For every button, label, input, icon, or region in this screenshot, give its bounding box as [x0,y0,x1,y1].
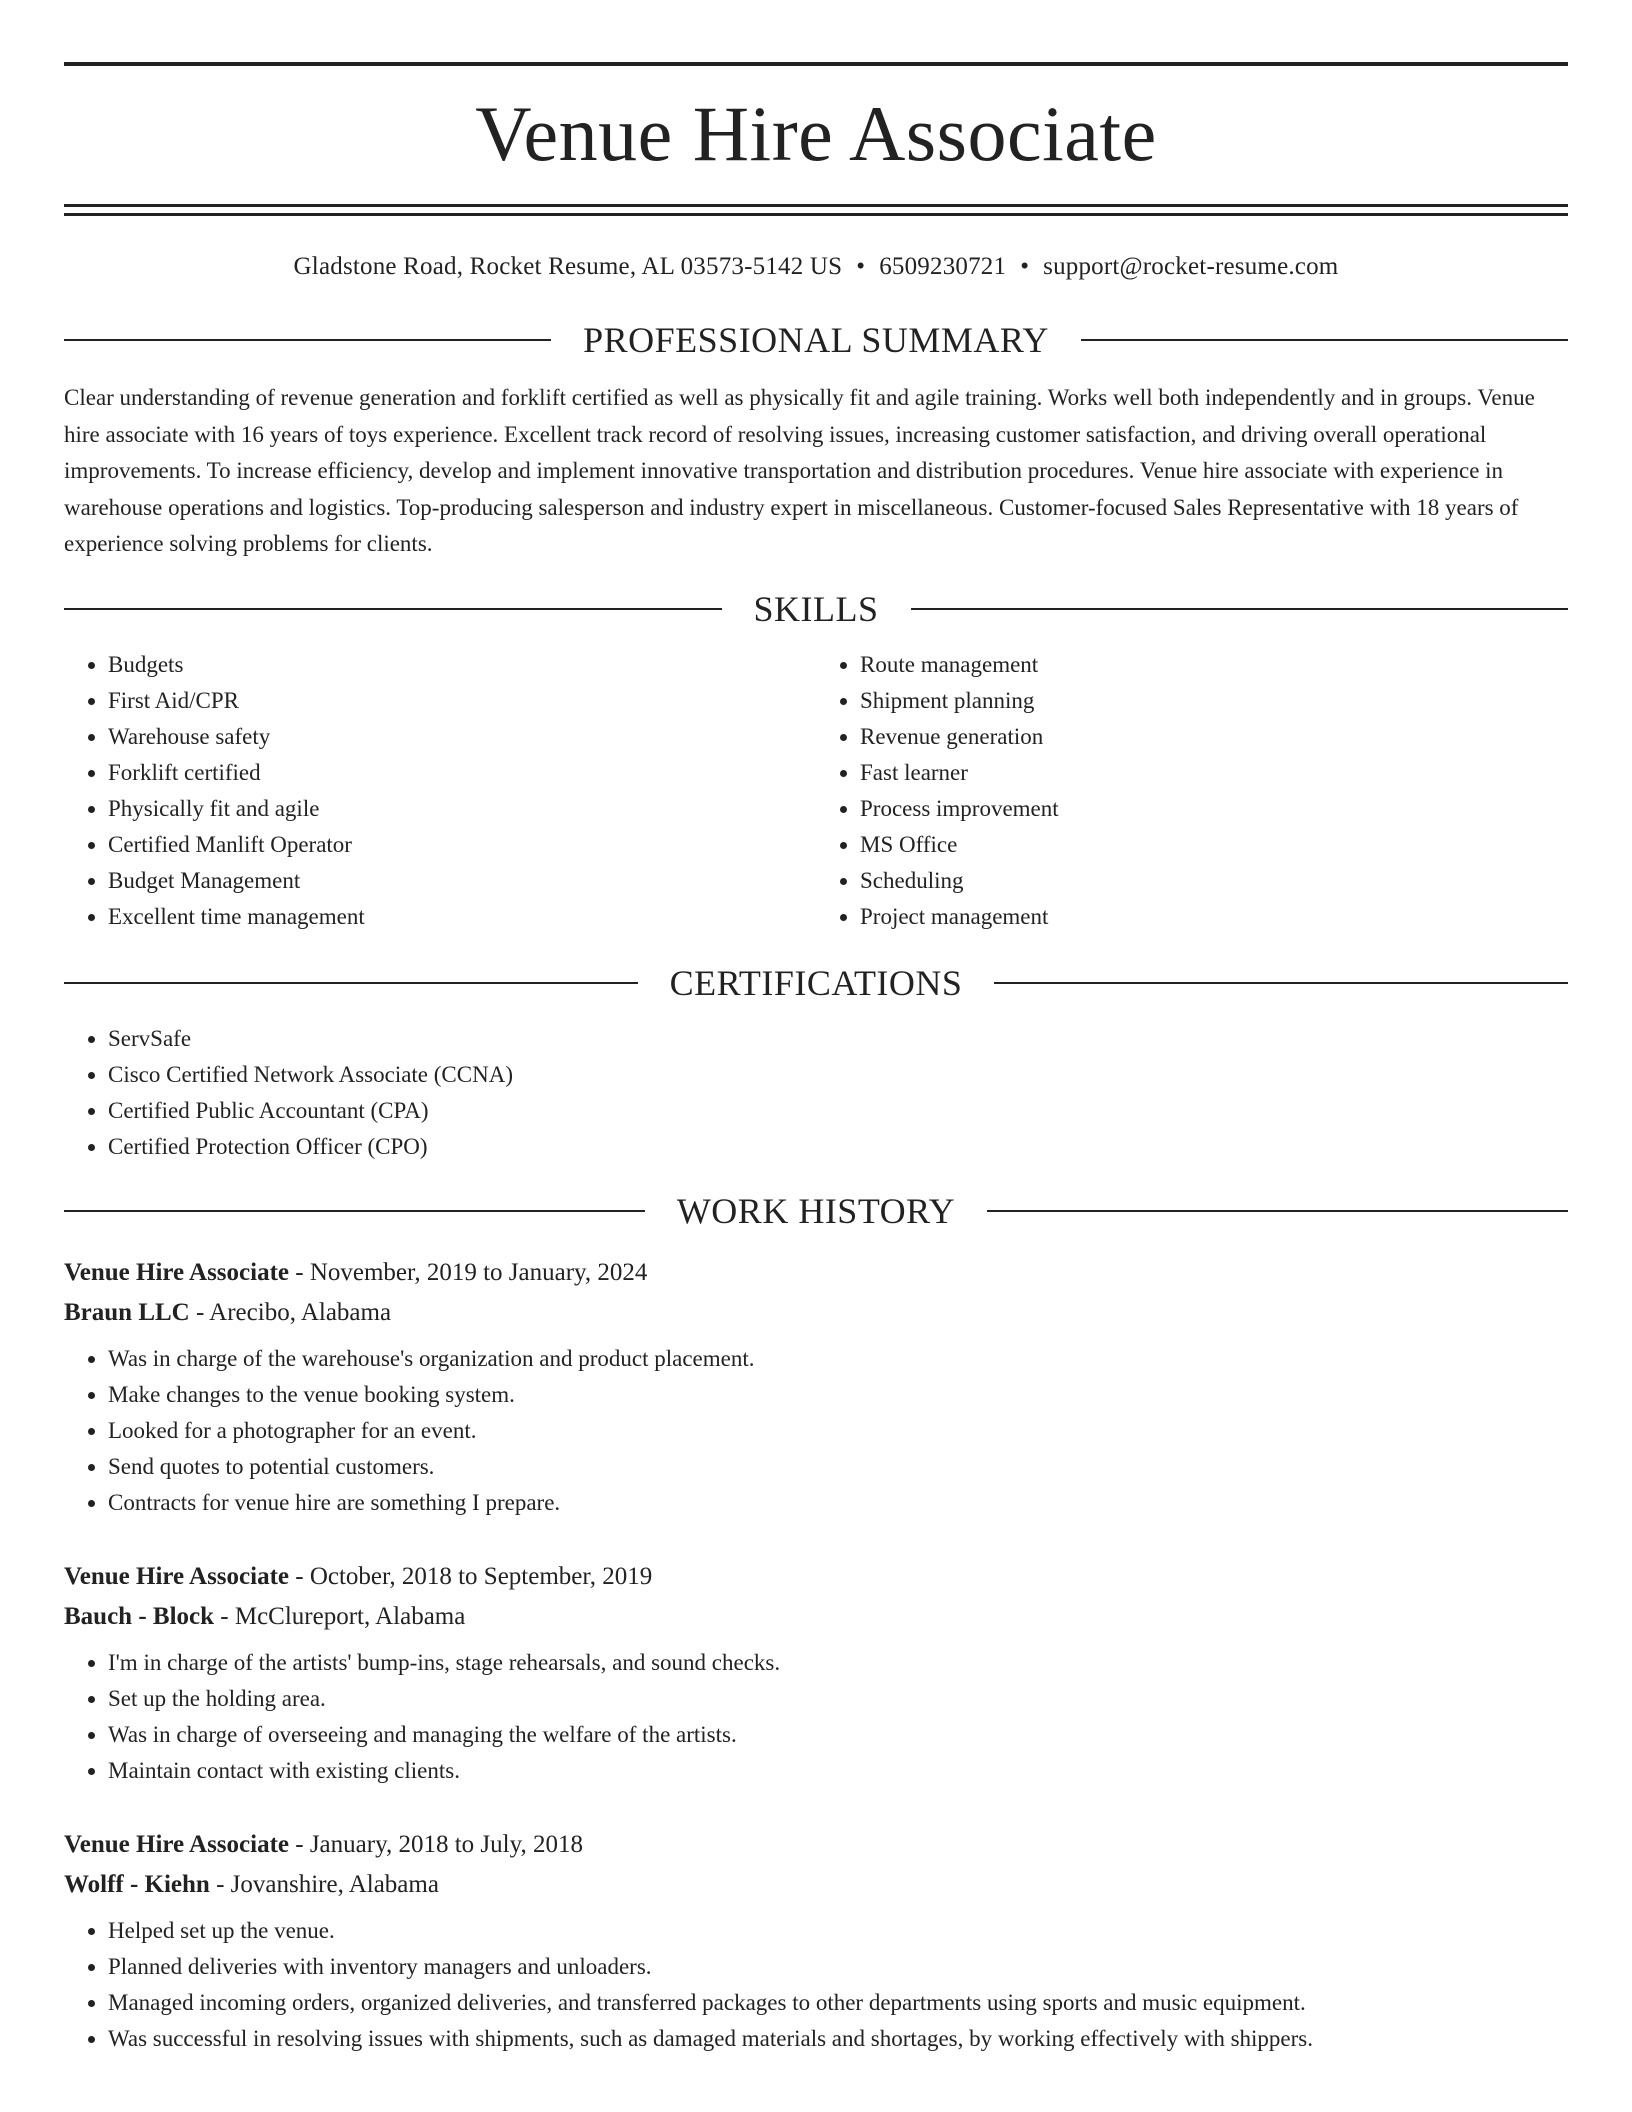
job-company: Bauch - Block [64,1602,215,1630]
certification-item: • Certified Public Accountant (CPA) [108,1093,1568,1129]
job-company: Wolff - Kiehn [64,1870,210,1898]
skills-column-right [816,647,1568,935]
resume-title: Venue Hire Associate [475,90,1157,177]
job-dates: - January, 2018 to July, 2018 [289,1830,583,1858]
skills-list [64,647,1568,935]
section-title: CERTIFICATIONS [669,962,963,1003]
skill-item: • Scheduling [860,863,1568,899]
job-title: Venue Hire Associate [64,1562,289,1590]
skill-item: • MS Office [860,827,1568,863]
contact-separator: • [1020,253,1030,280]
job-bullet: • Looked for a photographer for an event. [108,1413,1568,1449]
heading-divider [994,982,1568,984]
skill-item: • Physically fit and agile [108,791,816,827]
job-bullet: • Maintain contact with existing clients. [108,1753,1568,1789]
skill-item: • First Aid/CPR [108,683,816,719]
skills-column-left [64,647,816,935]
job-bullet: • Helped set up the venue. [108,1913,1568,1949]
certifications-section-heading [64,963,1568,1003]
job-bullet: • Was in charge of the warehouse's organization and product placement. [108,1341,1568,1377]
job-company: Braun LLC [64,1298,190,1326]
skill-item: • Budgets [108,647,816,683]
contact-phone[interactable]: 6509230721 [879,253,1007,280]
section-title: SKILLS [753,588,879,629]
skill-item: • Excellent time management [108,899,816,935]
skill-item: • Budget Management [108,863,816,899]
heading-divider [64,1210,645,1212]
heading-divider [64,339,551,341]
job-bullets [64,1913,1568,2057]
heading-divider [1081,339,1568,341]
job-bullets [64,1645,1568,1789]
job-company-line [64,1597,1568,1637]
job-bullet: • Was successful in resolving issues with shipments, such as damaged materials and shortages, by working effectively with shippers. [108,2021,1568,2057]
job-bullet: • Send quotes to potential customers. [108,1449,1568,1485]
job-bullet: • Make changes to the venue booking system. [108,1377,1568,1413]
heading-divider [64,982,638,984]
job-bullet: • Was in charge of overseeing and managing the welfare of the artists. [108,1717,1568,1753]
job-bullet: • I'm in charge of the artists' bump-ins, stage rehearsals, and sound checks. [108,1645,1568,1681]
skill-item: • Forklift certified [108,755,816,791]
skill-item: • Shipment planning [860,683,1568,719]
title-double-rule [64,204,1568,216]
job-title-line [64,1825,1568,1865]
heading-divider [987,1210,1568,1212]
job-bullet: • Set up the holding area. [108,1681,1568,1717]
job-title: Venue Hire Associate [64,1830,289,1858]
job-location: - Arecibo, Alabama [189,1298,392,1326]
job-bullets [64,1341,1568,1521]
skill-item: • Process improvement [860,791,1568,827]
section-title: PROFESSIONAL SUMMARY [583,320,1049,360]
job-dates: - November, 2019 to January, 2024 [289,1258,648,1286]
summary-text: Clear understanding of revenue generation and forklift certified as well as physically fit and agile training. Works well both independently and in groups. Venue hire associate with 16 years of toys experience. Excellent track record of resolving issues, increasing customer satisfaction, and driving overall operational improvements. To increase efficiency, develop and implement innovative transportation and distribution procedures. Venue hire associate with experience in warehouse operations and logistics. Top-producing salesperson and industry expert in miscellaneous. Customer-focused Sales Representative with 18 years of experience solving problems for clients. [64,385,1535,556]
resume-page [64,0,1568,2057]
skill-item: • Fast learner [860,755,1568,791]
job-location: - McClureport, Alabama [214,1602,466,1630]
contact-line [64,252,1568,282]
job-location: - Jovanshire, Alabama [209,1870,439,1898]
job-title-line [64,1253,1568,1293]
skill-item: • Warehouse safety [108,719,816,755]
job-bullet: • Managed incoming orders, organized deliveries, and transferred packages to other departments using sports and music equipment. [108,1985,1568,2021]
certification-item: • Certified Protection Officer (CPO) [108,1129,1568,1165]
skills-section-heading [64,589,1568,629]
skill-item: • Project management [860,899,1568,935]
job-dates: - October, 2018 to September, 2019 [289,1562,653,1590]
skill-item: • Route management [860,647,1568,683]
job-entry [64,1557,1568,1789]
job-company-line [64,1293,1568,1333]
contact-separator: • [856,253,866,280]
job-company-line [64,1865,1568,1905]
job-title-line [64,1557,1568,1597]
job-title: Venue Hire Associate [64,1258,289,1286]
skill-item: • Revenue generation [860,719,1568,755]
top-rule [64,62,1568,66]
certification-item: • Cisco Certified Network Associate (CCNA) [108,1057,1568,1093]
contact-address: Gladstone Road, Rocket Resume, AL 03573-5142 US [293,253,843,280]
summary-section-heading [64,320,1568,360]
work-history-section-heading [64,1191,1568,1231]
job-entry [64,1825,1568,2057]
certifications-list [64,1021,1568,1165]
job-bullet: • Planned deliveries with inventory managers and unloaders. [108,1949,1568,1985]
job-bullet: • Contracts for venue hire are something I prepare. [108,1485,1568,1521]
heading-divider [64,608,722,610]
heading-divider [911,608,1569,610]
skill-item: • Certified Manlift Operator [108,827,816,863]
job-entry [64,1253,1568,1521]
contact-email[interactable]: support@rocket-resume.com [1043,253,1339,280]
certification-item: • ServSafe [108,1021,1568,1057]
section-title: WORK HISTORY [676,1190,956,1231]
